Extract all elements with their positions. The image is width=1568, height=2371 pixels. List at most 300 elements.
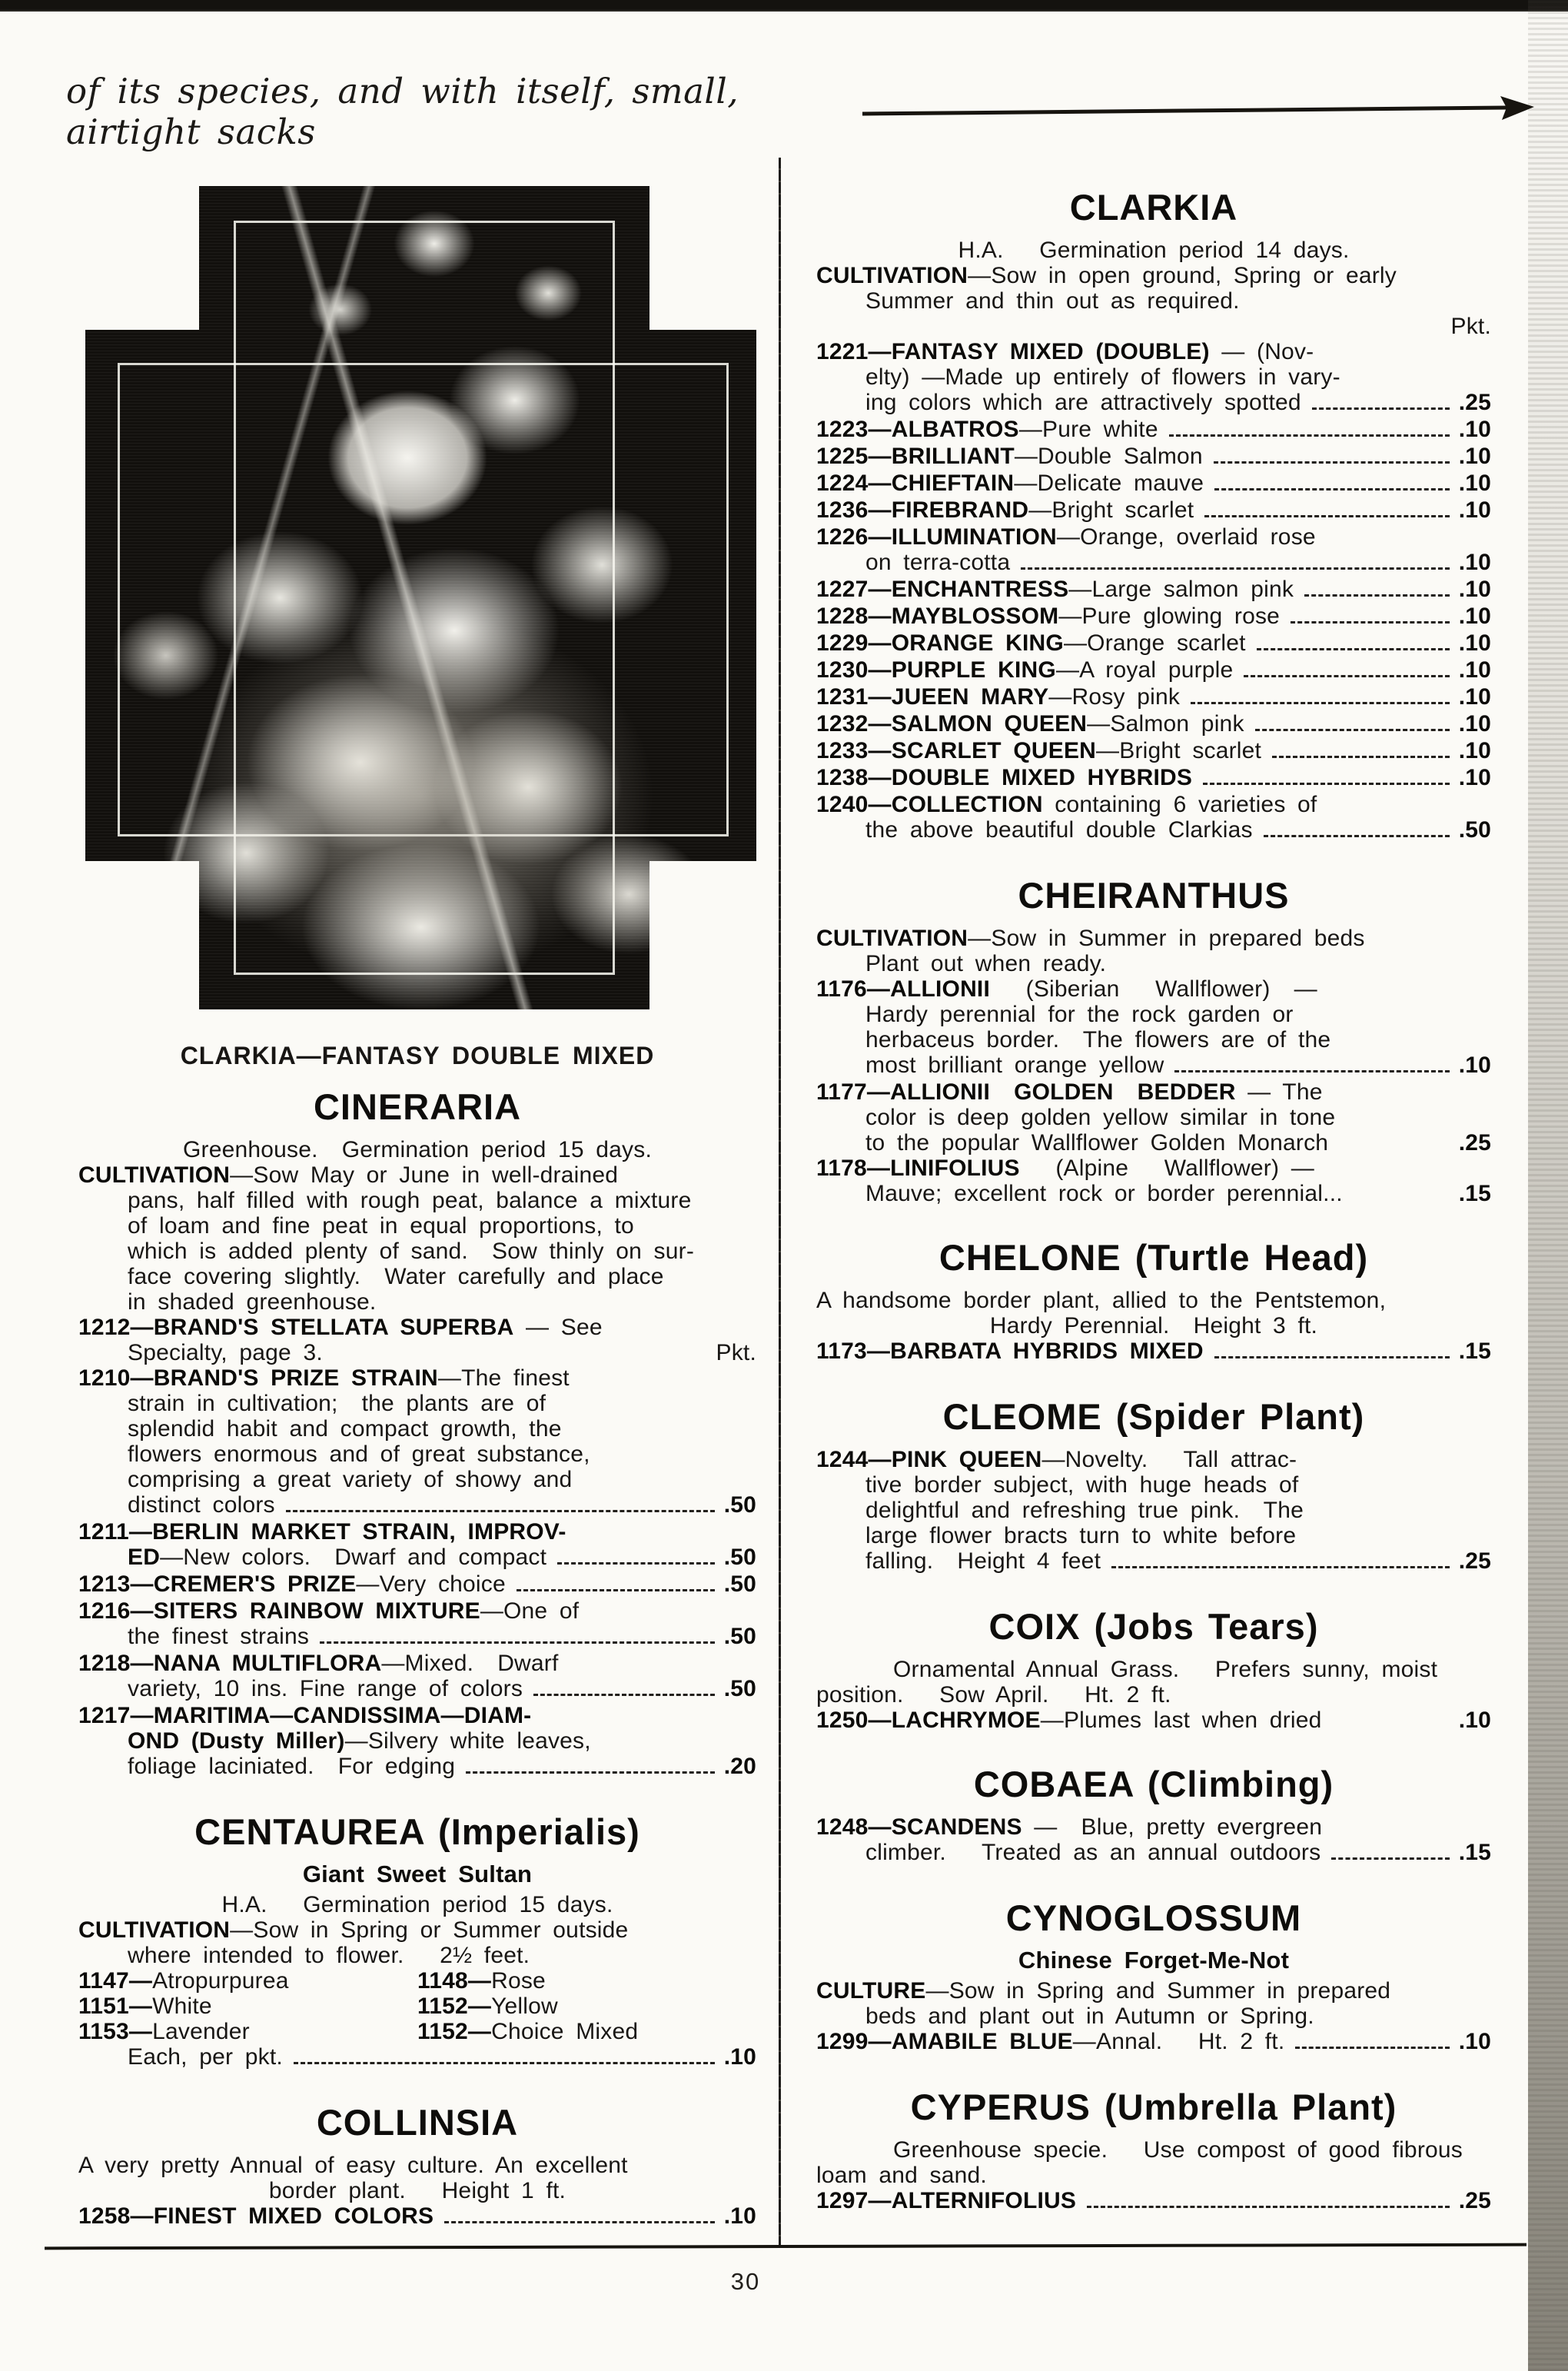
entry-number-name: 1299—AMABILE BLUE: [816, 2029, 1073, 2054]
entry-number-name: 1213—CREMER'S PRIZE: [78, 1571, 357, 1597]
text-line: [78, 1728, 756, 1754]
entry-number-name: CULTIVATION: [816, 263, 968, 288]
entry-description: —Sow in Spring and Summer in prepared: [925, 1978, 1391, 2004]
section-title: CYNOGLOSSUM: [1005, 1897, 1302, 1938]
text-line: [78, 2178, 756, 2203]
price: .15: [1458, 1840, 1491, 1865]
entry-number-name: 1226—ILLUMINATION: [816, 524, 1057, 550]
pkt-label: Pkt.: [716, 1340, 756, 1365]
dotted-leader: [1312, 407, 1450, 410]
entry-description: (Siberian Wallflower) —: [990, 976, 1317, 1002]
entry-description: —Orange, overlaid rose: [1056, 524, 1316, 550]
entry-description: comprising a great variety of showy and: [128, 1467, 573, 1492]
catalog-entry-line: [816, 1708, 1491, 1733]
page-top-edge: [0, 0, 1568, 12]
entry-description: which is added plenty of sand. Sow thinly on sur-: [128, 1239, 695, 1264]
entry-description: — Blue, pretty evergreen: [1022, 1814, 1323, 1840]
dotted-leader: [1111, 1566, 1450, 1568]
variety-pair-cell: [78, 1968, 417, 1994]
catalog-entry-line: [816, 417, 1491, 444]
price: .50: [1458, 817, 1491, 843]
text-line: [816, 364, 1491, 390]
entry-description: Hardy Perennial. Height 3 ft.: [989, 1313, 1318, 1338]
text-line: [816, 1447, 1491, 1472]
entry-description: —Bright scarlet: [1028, 497, 1194, 523]
price: .25: [1458, 1548, 1491, 1574]
entry-description: climber. Treated as an annual outdoors: [865, 1840, 1321, 1865]
entry-number-name: 1178—LINIFOLIUS: [816, 1156, 1020, 1181]
text-line: [816, 263, 1491, 288]
price: .10: [1458, 765, 1491, 790]
section-title: CLARKIA: [1069, 187, 1238, 228]
entry-description: tive border subject, with huge heads of: [865, 1472, 1299, 1498]
entry-description: —The finest: [437, 1365, 570, 1391]
text-line: [78, 1651, 756, 1676]
price: .10: [1458, 471, 1491, 496]
variety-pair-row: [78, 1994, 756, 2019]
entry-description: —Very choice: [356, 1571, 506, 1597]
dotted-leader: [294, 2062, 715, 2064]
catalog-entry-line: [816, 1840, 1491, 1867]
entry-number-name: 1225—BRILLIANT: [816, 444, 1015, 469]
entry-description: of loam and fine peat in equal proportions, to: [128, 1213, 634, 1239]
entry-number-name: 1173—BARBATA HYBRIDS MIXED: [816, 1338, 1204, 1364]
entry-description: splendid habit and compact growth, the: [128, 1416, 562, 1442]
price: .10: [1458, 497, 1491, 523]
section-cynoglossum: [816, 1899, 1491, 2056]
price: .10: [1458, 657, 1491, 683]
text-line: [816, 339, 1491, 364]
entry-number: 1147—: [78, 1968, 153, 1994]
section-title: CHEIRANTHUS: [1018, 875, 1290, 916]
text-line: [816, 1814, 1491, 1840]
entry-number-name: 1176—ALLIONII: [816, 976, 991, 1002]
dotted-leader: [1204, 515, 1449, 517]
price: .25: [1458, 2188, 1491, 2213]
entry-number-name: 1228—MAYBLOSSOM: [816, 604, 1059, 629]
entry-number-name: 1221—FANTASY MIXED (DOUBLE): [816, 339, 1210, 364]
price: .15: [1458, 1181, 1491, 1206]
catalog-entry-line: [78, 1492, 756, 1519]
entry-number-name: CULTIVATION: [78, 1162, 231, 1188]
entry-name: White: [152, 1994, 212, 2019]
entry-description: —Pure white: [1018, 417, 1158, 442]
dotted-leader: [1295, 2047, 1449, 2049]
catalog-entry-line: [816, 577, 1491, 604]
entry-number: 1152—: [417, 1994, 492, 2019]
entry-description: —Pure glowing rose: [1058, 604, 1281, 629]
entry-number-name: 1250—LACHRYMOE: [816, 1708, 1041, 1733]
clarkia-photo: [85, 186, 756, 1009]
price: .15: [1458, 1338, 1491, 1364]
entry-description: —Mixed. Dwarf: [381, 1651, 559, 1676]
price: .10: [1458, 417, 1491, 442]
entry-description: Greenhouse specie. Use compost of good fibrous: [893, 2137, 1463, 2163]
text-line: [78, 1917, 756, 1943]
entry-number-name: 1212—BRAND'S STELLATA SUPERBA: [78, 1315, 514, 1340]
price: .20: [723, 1754, 756, 1779]
section-title: COLLINSIA: [316, 2102, 519, 2143]
section-subtitle: Chinese Forget-Me-Not: [1018, 1947, 1290, 1974]
entry-description: foliage laciniated. For edging: [128, 1754, 456, 1779]
text-line: [816, 1657, 1491, 1682]
entry-description: strain in cultivation; the plants are of: [128, 1391, 546, 1416]
entry-description: —Bright scarlet: [1096, 738, 1262, 763]
entry-number-name: 1217—MARITIMA—CANDISSIMA—DIAM-: [78, 1703, 532, 1728]
entry-description: elty) —Made up entirely of flowers in vary-: [865, 364, 1340, 390]
price: .50: [723, 1571, 756, 1597]
text-line: [816, 1002, 1491, 1027]
entry-description: ing colors which are attractively spotted: [865, 390, 1301, 415]
price: .10: [1458, 444, 1491, 469]
left-column: [78, 1042, 756, 2230]
text-line: [78, 1315, 756, 1340]
catalog-entry-line: [78, 1571, 756, 1598]
dotted-leader: [466, 1771, 715, 1774]
text-line: [816, 1978, 1491, 2004]
section-cleome-spider-plant: [816, 1398, 1491, 1575]
catalog-entry-line: [816, 1130, 1491, 1156]
entry-description: in shaded greenhouse.: [128, 1289, 377, 1315]
entry-name: Rose: [491, 1968, 546, 1994]
dotted-leader: [1291, 621, 1450, 624]
dotted-leader: [1257, 648, 1450, 650]
pkt-column-label: [816, 314, 1491, 339]
catalog-entry-line: [816, 444, 1491, 471]
entry-description: —Novelty. Tall attrac-: [1041, 1447, 1297, 1472]
catalog-entry-line: [816, 738, 1491, 765]
entry-description: A very pretty Annual of easy culture. An excellent: [78, 2153, 628, 2178]
dotted-leader: [1087, 2206, 1450, 2208]
entry-description: Summer and thin out as required.: [865, 288, 1240, 314]
text-line: [816, 976, 1491, 1002]
entry-name: Yellow: [491, 1994, 558, 2019]
text-line: [816, 1288, 1491, 1313]
entry-number-name: 1231—JUEEN MARY: [816, 684, 1049, 710]
entry-description: — See: [513, 1315, 603, 1340]
text-line: [816, 2137, 1491, 2163]
catalog-entry-line: [78, 2044, 756, 2071]
price: .10: [1458, 1052, 1491, 1078]
entry-description: H.A. Germination period 15 days.: [221, 1892, 613, 1917]
entry-number-name: CULTIVATION: [78, 1917, 231, 1943]
right-arrow-icon: [859, 89, 1536, 131]
photo-caption: CLARKIA—FANTASY DOUBLE MIXED: [180, 1042, 655, 1069]
section-subtitle: Giant Sweet Sultan: [302, 1861, 533, 1887]
entry-number-name: 1236—FIREBRAND: [816, 497, 1029, 523]
left-sections: [78, 1088, 756, 2230]
dotted-leader: [286, 1510, 715, 1512]
entry-description: —Sow in open ground, Spring or early: [968, 263, 1397, 288]
dotted-leader: [1255, 729, 1450, 731]
entry-description: —Silvery white leaves,: [344, 1728, 591, 1754]
entry-number-name: 1227—ENCHANTRESS: [816, 577, 1069, 602]
dotted-leader: [1264, 835, 1450, 837]
entry-description: beds and plant out in Autumn or Spring.: [865, 2004, 1314, 2029]
catalog-entry-line: [816, 765, 1491, 792]
entry-name: Atropurpurea: [152, 1968, 289, 1994]
text-line: [78, 1213, 756, 1239]
entry-description: color is deep golden yellow similar in tone: [865, 1105, 1336, 1130]
text-line: [816, 288, 1491, 314]
price: .10: [1458, 550, 1491, 575]
entry-description: —Annal. Ht. 2 ft.: [1072, 2029, 1285, 2054]
catalog-entry-line: [78, 1545, 756, 1571]
text-line: [816, 1523, 1491, 1548]
price: .50: [723, 1545, 756, 1570]
text-line: [816, 2004, 1491, 2029]
entry-description: Greenhouse. Germination period 15 days.: [183, 1137, 652, 1162]
text-line: [78, 1598, 756, 1624]
text-line: [816, 926, 1491, 951]
entry-description: Mauve; excellent rock or border perennial...: [865, 1181, 1343, 1206]
dotted-leader: [557, 1562, 715, 1565]
catalog-entry-line: [816, 604, 1491, 630]
entry-description: falling. Height 4 feet: [865, 1548, 1101, 1574]
price: .50: [723, 1492, 756, 1518]
entry-description: variety, 10 ins. Fine range of colors: [128, 1676, 523, 1701]
entry-description: on terra-cotta: [865, 550, 1011, 575]
dotted-leader: [1304, 594, 1450, 597]
right-sections: [816, 188, 1491, 2215]
entry-number-name: 1216—SITERS RAINBOW MIXTURE: [78, 1598, 480, 1624]
entry-description: —Double Salmon: [1014, 444, 1203, 469]
text-line: [816, 1472, 1491, 1498]
footer-rule: [45, 2243, 1526, 2250]
entry-description: delightful and refreshing true pink. The: [865, 1498, 1304, 1523]
entry-number-name: ED: [128, 1545, 161, 1570]
entry-description: A handsome border plant, allied to the Pentstemon,: [816, 1288, 1387, 1313]
text-line: [816, 1105, 1491, 1130]
text-line: [78, 1442, 756, 1467]
text-line: [78, 1943, 756, 1968]
variety-pair-cell: [78, 1994, 417, 2019]
section-title: CLEOME (Spider Plant): [942, 1396, 1365, 1437]
entry-description: Specialty, page 3.: [128, 1340, 323, 1365]
dotted-leader: [444, 2221, 714, 2223]
entry-number-name: CULTURE: [816, 1978, 926, 2004]
entry-description: position. Sow April. Ht. 2 ft.: [816, 1682, 1171, 1708]
section-collinsia: [78, 2103, 756, 2230]
entry-name: Choice Mixed: [491, 2019, 639, 2044]
text-line: [816, 792, 1491, 817]
entry-description: Each, per pkt.: [128, 2044, 283, 2070]
entry-name: Lavender: [152, 2019, 250, 2044]
text-line: [78, 1467, 756, 1492]
entry-description: most brilliant orange yellow: [865, 1052, 1164, 1078]
variety-pair-cell: [417, 1994, 756, 2019]
price: .10: [1458, 2029, 1491, 2054]
text-line: [78, 1264, 756, 1289]
price: .10: [1458, 630, 1491, 656]
entry-description: —A royal purple: [1055, 657, 1234, 683]
text-line: [816, 524, 1491, 550]
price: .50: [723, 1676, 756, 1701]
variety-pair-row: [78, 1968, 756, 1994]
entry-number-name: 1218—NANA MULTIFLORA: [78, 1651, 382, 1676]
column-divider-line: [779, 158, 781, 2247]
scan-edge-shadow: [1528, 0, 1568, 2371]
text-line: [78, 1137, 756, 1162]
text-line: [816, 1027, 1491, 1052]
entry-description: where intended to flower. 2½ feet.: [128, 1943, 530, 1968]
entry-number-name: 1233—SCARLET QUEEN: [816, 738, 1097, 763]
entry-description: —Sow May or June in well-drained: [230, 1162, 619, 1188]
entry-number-name: 1211—BERLIN MARKET STRAIN, IMPROV-: [78, 1519, 566, 1545]
text-line: [78, 1365, 756, 1391]
entry-description: —Salmon pink: [1087, 711, 1244, 737]
entry-number: 1152—: [417, 2019, 492, 2044]
entry-number-name: 1230—PURPLE KING: [816, 657, 1056, 683]
entry-number-name: 1238—DOUBLE MIXED HYBRIDS: [816, 765, 1193, 790]
dotted-leader: [1272, 756, 1450, 758]
entry-number-name: 1223—ALBATROS: [816, 417, 1019, 442]
dotted-leader: [1331, 1857, 1449, 1860]
text-line: [78, 1391, 756, 1416]
variety-pair-row: [78, 2019, 756, 2044]
entry-description: Ornamental Annual Grass. Prefers sunny, moist: [893, 1657, 1438, 1682]
text-line: [78, 1162, 756, 1188]
dotted-leader: [1214, 461, 1450, 464]
entry-number: 1151—: [78, 1994, 153, 2019]
variety-pair-cell: [78, 2019, 417, 2044]
entry-description: —Delicate mauve: [1014, 471, 1204, 496]
pkt-label: Pkt.: [1450, 314, 1491, 339]
entry-description: — (Nov-: [1209, 339, 1314, 364]
text-line: [816, 1682, 1491, 1708]
text-line: [816, 2163, 1491, 2188]
entry-number: 1153—: [78, 2019, 153, 2044]
catalog-entry-line: [816, 817, 1491, 844]
text-line: [78, 1289, 756, 1315]
catalog-entry-line: [816, 1052, 1491, 1079]
text-line: [78, 1239, 756, 1264]
entry-description: pans, half filled with rough peat, balance a mixture: [128, 1188, 692, 1213]
text-line: [78, 1340, 756, 1365]
section-clarkia: [816, 188, 1491, 844]
text-line: [78, 2153, 756, 2178]
dotted-leader: [1244, 675, 1449, 677]
entry-number-name: 1177—ALLIONII GOLDEN BEDDER: [816, 1079, 1236, 1105]
catalog-entry-line: [816, 1338, 1491, 1365]
section-title: CYPERUS (Umbrella Plant): [910, 2087, 1397, 2127]
entry-description: loam and sand.: [816, 2163, 987, 2188]
entry-description: —Plumes last when dried: [1040, 1708, 1322, 1733]
section-title: CENTAUREA (Imperialis): [194, 1811, 640, 1852]
section-chelone-turtle-head: [816, 1239, 1491, 1365]
entry-number-name: OND (Dusty Miller): [128, 1728, 345, 1754]
dotted-leader: [1021, 567, 1449, 570]
catalog-entry-line: [816, 471, 1491, 497]
dotted-leader: [1214, 1356, 1450, 1358]
right-column: [816, 188, 1491, 2215]
entry-description: Plant out when ready.: [865, 951, 1107, 976]
text-line: [78, 1519, 756, 1545]
dotted-leader: [1203, 783, 1450, 785]
catalog-entry-line: [816, 630, 1491, 657]
text-line: [816, 1156, 1491, 1181]
price: .10: [723, 2203, 756, 2229]
text-line: [816, 1498, 1491, 1523]
price: .10: [1458, 577, 1491, 602]
price: .10: [1458, 604, 1491, 629]
entry-description: —Rosy pink: [1048, 684, 1181, 710]
entry-description: —New colors. Dwarf and compact: [160, 1545, 547, 1570]
price: .25: [1458, 390, 1491, 415]
dotted-leader: [320, 1641, 715, 1644]
section-coix-jobs-tears: [816, 1608, 1491, 1733]
dotted-leader: [517, 1589, 715, 1591]
dotted-leader: [1174, 1070, 1449, 1072]
section-title: CHELONE (Turtle Head): [938, 1237, 1369, 1278]
entry-number-name: CULTIVATION: [816, 926, 968, 951]
catalog-entry-line: [816, 657, 1491, 684]
catalog-entry-line: [816, 2029, 1491, 2056]
catalog-entry-line: [816, 1181, 1491, 1206]
section-centaurea-imperialis: [78, 1813, 756, 2071]
catalog-entry-line: [816, 2188, 1491, 2215]
dotted-leader: [533, 1694, 715, 1696]
section-title: COIX (Jobs Tears): [988, 1606, 1319, 1647]
entry-description: —Sow in Summer in prepared beds: [968, 926, 1365, 951]
price: .10: [1458, 1708, 1491, 1733]
price: .25: [1458, 1130, 1491, 1156]
text-line: [816, 1079, 1491, 1105]
entry-description: border plant. Height 1 ft.: [268, 2178, 566, 2203]
text-line: [78, 1188, 756, 1213]
catalog-entry-line: [816, 684, 1491, 711]
entry-description: —Orange scarlet: [1063, 630, 1246, 656]
catalog-entry-line: [78, 1676, 756, 1703]
dotted-leader: [1169, 434, 1450, 437]
catalog-entry-line: [816, 497, 1491, 524]
entry-number-name: 1210—BRAND'S PRIZE STRAIN: [78, 1365, 438, 1391]
catalog-entry-line: [78, 1754, 756, 1781]
entry-description: distinct colors: [128, 1492, 275, 1518]
entry-description: large flower bracts turn to white before: [865, 1523, 1297, 1548]
entry-number-name: 1258—FINEST MIXED COLORS: [78, 2203, 434, 2229]
page-number: 30: [730, 2268, 761, 2295]
entry-number-name: 1297—ALTERNIFOLIUS: [816, 2188, 1077, 2213]
catalog-entry-line: [816, 550, 1491, 577]
entry-number-name: 1232—SALMON QUEEN: [816, 711, 1088, 737]
dotted-leader: [1214, 488, 1450, 490]
text-line: [816, 238, 1491, 263]
catalog-entry-line: [78, 2203, 756, 2230]
entry-number-name: 1248—SCANDENS: [816, 1814, 1022, 1840]
variety-pair-cell: [417, 2019, 756, 2044]
entry-description: face covering slightly. Water carefully and place: [128, 1264, 664, 1289]
price: .10: [1458, 684, 1491, 710]
price: .10: [723, 2044, 756, 2070]
entry-description: —One of: [480, 1598, 580, 1624]
entry-number-name: 1229—ORANGE KING: [816, 630, 1064, 656]
entry-description: herbaceus border. The flowers are of the: [865, 1027, 1331, 1052]
catalog-entry-line: [78, 1624, 756, 1651]
section-cheiranthus: [816, 876, 1491, 1206]
section-title: COBAEA (Climbing): [973, 1764, 1334, 1804]
catalog-entry-line: [816, 390, 1491, 417]
catalog-entry-line: [816, 1548, 1491, 1575]
text-line: [78, 1892, 756, 1917]
entry-description: flowers enormous and of great substance,: [128, 1442, 590, 1467]
text-line: [78, 1416, 756, 1442]
section-cyperus-umbrella-plant: [816, 2088, 1491, 2215]
entry-description: (Alpine Wallflower) —: [1019, 1156, 1314, 1181]
price: .10: [1458, 738, 1491, 763]
entry-description: Hardy perennial for the rock garden or: [865, 1002, 1294, 1027]
running-head-script: of its species, and with itself, small, airtight sacks: [66, 71, 739, 152]
